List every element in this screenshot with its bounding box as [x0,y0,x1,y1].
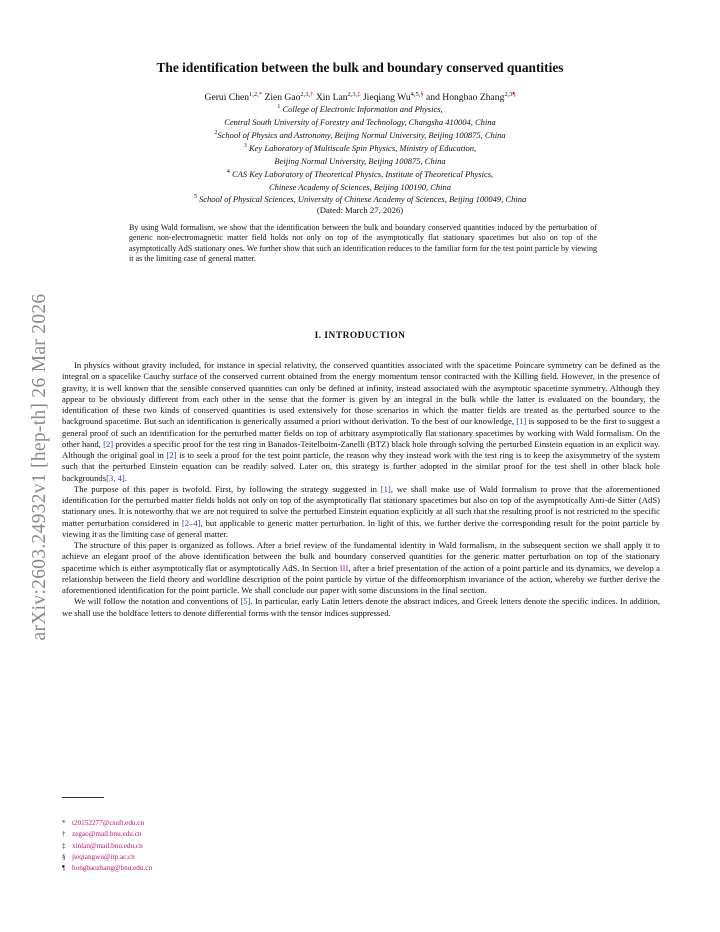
author-name: Jieqiang Wu [362,92,411,104]
paragraph: The structure of this paper is organized as follows. After a brief review of the fundamental identity in Wald formalism, in the subsequent section we shall apply it to achieve an elegant proof of the above identification between the bulk and boundary conserved quantities for the generic matter perturbation on top of the stationary spacetime which is either asymptotically flat or asymptotically AdS. In Section III, after a brief presentation of the action of a point particle and its dynamics, we develop a relationship between the field theory and worldline description of the point particle by virtue of the diffeomorphism invariance of the action, whereby we further derive the aforementioned identification for the point particle. We shall conclude our paper with some discussions in the final section. [62,540,660,595]
paragraph: The purpose of this paper is twofold. First, by following the strategy suggested in [1], we shall make use of Wald formalism to prove that the aforementioned identification for the perturbed matter fields holds not only on top of the asymptotically flat stationary spacetimes but also on top of the asymptotically Anti-de Sitter (AdS) stationary ones. It is noteworthy that we are not required to solve the perturbed Einstein equation explicitly at all such that the resulting proof is not restricted to the specific matter perturbation considered in [2–4], but applicable to generic matter perturbation. In light of this, we further derive the corresponding result for the point particle by viewing it as the limiting case of general matter. [62,483,660,539]
affiliation-line: Beijing Normal University, Beijing 100875, China [274,155,446,166]
author-affil-sup: 4,5, [410,91,421,98]
author-affil-sup: 2,3, [300,91,311,98]
citation-link[interactable]: [5] [240,596,251,607]
author-name: Zien Gao [264,92,301,104]
footnote: § jieqiangwu@itp.ac.cn [62,852,135,861]
footnotes [62,818,152,874]
author-footnote-mark[interactable]: * [258,91,263,98]
email-link[interactable]: hongbaozhang@bnu.edu.cn [72,864,153,873]
author-footnote-mark[interactable]: ¶ [512,91,516,98]
author-affil-sup: 2,3, [347,91,358,98]
footnote: ¶ hongbaozhang@bnu.edu.cn [62,864,153,873]
body-text [62,360,660,619]
author-name: and Hongbao Zhang [426,92,505,104]
email-link[interactable]: zegao@mail.bnu.edu.cn [72,830,142,839]
paragraph: We will follow the notation and conventions of [5]. In particular, early Latin letters denote the abstract indices, and Greek letters denote the specific indices. In addition, we shall use the boldface letters to denote differential forms with the tensor indices suppressed. [62,596,660,618]
affiliation-line: $^3$ Key Laboratory of Multiscale Spin Physics, Ministry of Education, [243,142,477,153]
date-line: (Dated: March 27, 2026) [316,205,404,215]
citation-link[interactable]: [2–4] [181,517,201,528]
author-footnote-mark[interactable]: § [420,91,424,98]
affiliations [80,102,640,205]
author-name: Xin Lan [315,92,348,104]
section-heading: I. INTRODUCTION [314,331,406,341]
paragraph: In physics without gravity included, for instance in special relativity, the conserved quantities associated with the spacetime Poincare symmetry can be defined as the integral on a spacelike Cauchy surface of the conserved current obtained from the energy momentum tensor contracted with the Killing field. However, in the presence of gravity, it is well known that the sensible conserved quantities can only be defined at infinity, instead associated with the asymptotic spacetime symmetry. Although they appear to be obviously different from each other in the sense that the former is given by an integral in the bulk while the latter is evaluated on the boundary, the identification of these two kinds of conserved quantities is used extensively for those scenarios in which the matter fields are treated as the perturbed source to the background spacetime. But such an identification is generically assumed a priori without derivation. To the best of our knowledge, [1] is supposed to be the first to suggest a general proof of such an identification for the perturbed matter fields on top of arbitrary asymptotically flat stationary spacetimes by working with Wald formalism. On the other hand, [2] provides a specific proof for the test ring in Banados-Teitelboim-Zanelli (BTZ) black hole through solving the perturbed Einstein equation in an explicit way. Although the original goal in [2] is to seek a proof for the test point particle, the reason why they instead work with the test ring is to keep the axisymmetry of the system such that the perturbed Einstein equation can be readily solved. Later on, this strategy is further adopted in the similar proof for the test shell in other black hole backgrounds[3, 4]. [62,360,660,483]
citation-link[interactable]: [2] [103,438,114,449]
arxiv-identifier: arXiv:2603.24932v1 [hep-th] 26 Mar 2026 [29,293,50,641]
abstract: By using Wald formalism, we show that the identification between the bulk and boundary conserved quantities induced by the perturbation of generic non-electromagnetic matter field holds not only on top of the asymptotically flat stationary spacetimes but also on top of the asymptotically AdS stationary ones. We further show that such an identification reduces to the familiar form for the test point particle by viewing it as the limiting case of general matter. [129,223,597,264]
footnote: * t20152277@csuft.edu.cn [62,819,145,827]
section-link[interactable]: III [339,562,349,573]
author-footnote-mark[interactable]: ‡ [357,91,361,98]
author-name: Gerui Chen [204,92,250,104]
citation-link[interactable]: [3, 4] [106,472,125,483]
email-link[interactable]: t20152277@csuft.edu.cn [72,819,145,827]
author-affil-sup: 2,3 [504,91,513,98]
footnote: † zegao@mail.bnu.edu.cn [62,830,142,839]
affiliation-line: $^5$ School of Physical Sciences, University of Chinese Academy of Sciences, Beijing 100049, China [193,194,527,205]
affiliation-line: $^4$ CAS Key Laboratory of Theoretical Physics, Institute of Theoretical Physics, [226,168,494,179]
citation-link[interactable]: [1] [380,483,391,494]
email-link[interactable]: jieqiangwu@itp.ac.cn [72,852,135,861]
footnote: ‡ xinlan@mail.bnu.edu.cn [62,841,143,850]
affiliation-line: Chinese Academy of Sciences, Beijing 100190, China [268,181,452,192]
author-footnote-mark[interactable]: † [310,91,314,98]
footnote-divider [62,797,104,798]
author-affil-sup: 1,2, [249,91,259,98]
citation-link[interactable]: [2] [166,450,177,460]
affiliation-line: $^1$ College of Electronic Information and Physics, [277,103,443,114]
paper-title: The identification between the bulk and boundary conserved quantities [156,60,564,75]
citation-link[interactable]: [1] [516,416,527,427]
affiliation-line: Central South University of Forestry and Technology, Changsha 410004, China [224,116,496,127]
affiliation-line: $^2$School of Physics and Astronomy, Beijing Normal University, Beijing 100875, China [214,129,506,140]
email-link[interactable]: xinlan@mail.bnu.edu.cn [72,841,143,850]
